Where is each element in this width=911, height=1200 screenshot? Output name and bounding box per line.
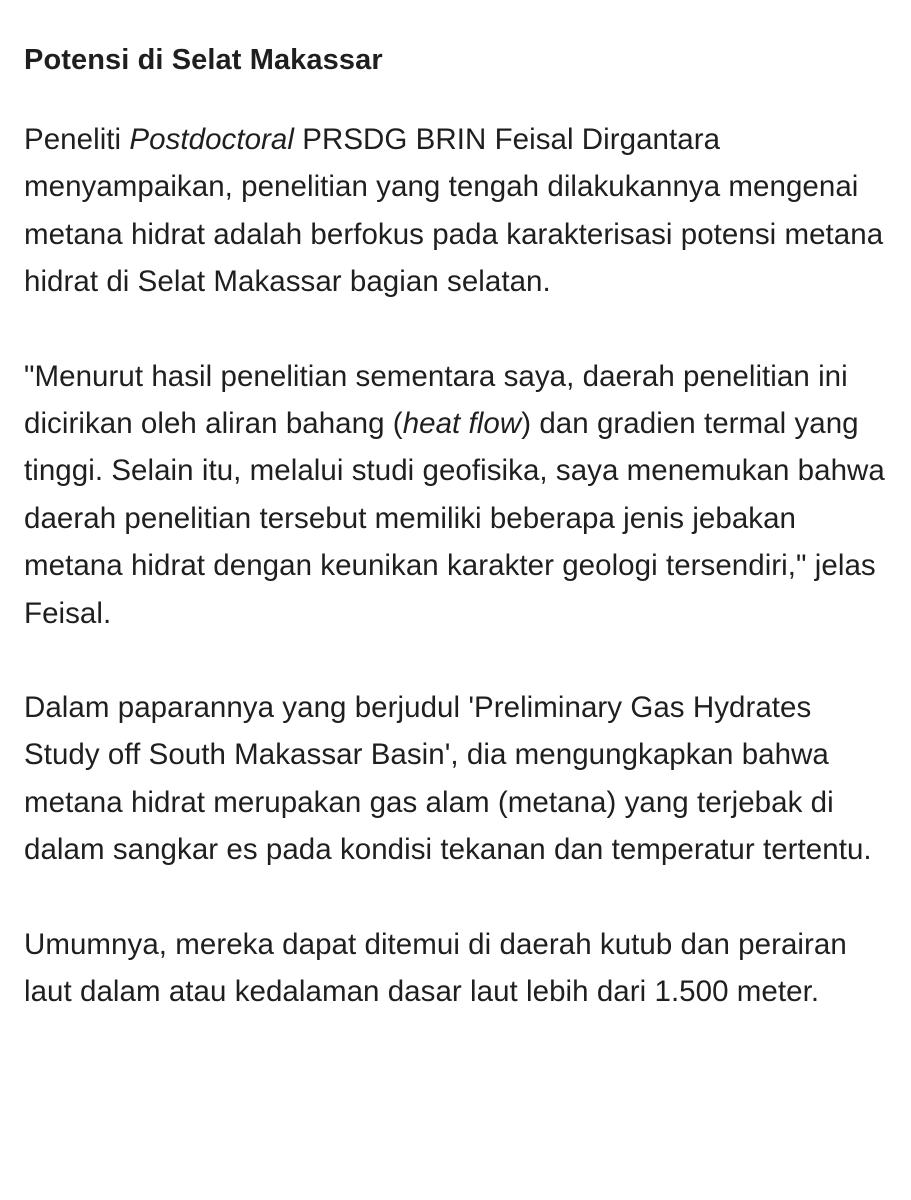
paragraph-1-italic-term: Postdoctoral [129,123,294,156]
paragraph-2-quote [24,353,887,637]
section-heading: Potensi di Selat Makassar [24,44,383,76]
paragraph-2-text-start: "Menurut hasil penelitian sementara saya, daerah penelitian ini dicirikan oleh aliran bahang ( [24,359,848,441]
paragraph-2-italic-term: heat flow [402,407,522,441]
paragraph-1 [24,116,887,306]
paragraph-1-text-end: PRSDG BRIN Feisal Dirgantara menyampaikan, penelitian yang tengah dilakukannya mengenai metana hidrat adalah berfokus pada karakterisasi potensi metana hidrat di Selat Makassar bagian selatan. [24,123,884,299]
paragraph-2-text-end: ) dan gradien termal yang tinggi. Selain itu, melalui studi geofisika, saya menemukan bahwa daerah penelitian tersebut memiliki beberapa jenis jebakan metana hidrat dengan keunikan karakter geologi tersendiri," jelas Feisal. [24,407,885,630]
paragraph-4: Umumnya, mereka dapat ditemui di daerah kutub dan perairan laut dalam atau kedalaman dasar laut lebih dari 1.500 meter. [24,927,847,1009]
paragraph-3: Dalam paparannya yang berjudul 'Preliminary Gas Hydrates Study off South Makassar Basin', dia mengungkapkan bahwa metana hidrat merupakan gas alam (metana) yang terjebak di dalam sangkar es pada kondisi tekanan dan temperatur tertentu. [24,691,872,867]
paragraph-1-text-start: Peneliti [24,123,130,156]
